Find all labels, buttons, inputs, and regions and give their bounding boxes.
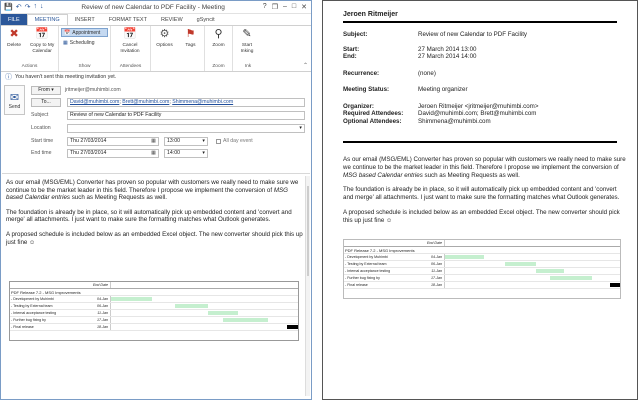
group-options-label (153, 64, 202, 71)
window-title: Review of new Calendar to PDF Facility - Meeting (81, 3, 225, 11)
doc-text-run: As our email (MSG/EML) Converter has proven so popular with customers we really need to make sure we continue to be the market leader in this field. Therefore I propose we implement the conversion of (343, 156, 626, 171)
gantt-bar (445, 255, 484, 259)
doc-row-required (343, 110, 623, 118)
gantt-task-name: - Further bug fixing by (345, 276, 380, 280)
body-text-run: As our email (MSG/EML) Converter has proven so popular with customers we really need to make sure we continue to be the market leader in this field. Therefore I propose we implement the conversion of (6, 179, 299, 194)
quick-access-toolbar (1, 3, 43, 11)
title-bar (1, 1, 311, 14)
doc-field-label: Organizer: (343, 102, 374, 110)
start-inking-button[interactable] (235, 28, 259, 64)
doc-field-label: Start: (343, 45, 360, 53)
gantt-timeline (110, 310, 298, 316)
restore-ribbon-icon[interactable]: ❐ (271, 4, 278, 11)
gantt-task-end-date: 04-Jan (97, 297, 108, 301)
gantt-task-end-date: 17-Jan (97, 318, 108, 322)
gantt-task-row (344, 268, 620, 275)
gantt-task-row (10, 296, 298, 303)
group-show-label: Show (78, 64, 91, 69)
window-controls (263, 3, 311, 11)
up-arrow-icon[interactable]: ↑ (33, 3, 37, 10)
start-date-value: Thu 27/03/2014 (70, 138, 107, 144)
location-input[interactable] (67, 124, 305, 133)
doc-emphasis: MSG based Calendar entries (343, 171, 423, 179)
to-field[interactable]: David@muhimbi.com ; Brett@muhimbi.com ; Shimmena@muhimbi.com (67, 98, 305, 107)
pen-icon: ✎ (242, 28, 252, 41)
gantt-task-end-date: 06-Jan (431, 262, 442, 266)
group-attendees-label: Attendees (119, 64, 142, 69)
doc-field-value: Meeting organizer (418, 86, 468, 93)
end-time-row (31, 148, 208, 158)
embedded-excel-object[interactable] (9, 281, 299, 341)
gantt-timeline (110, 317, 298, 323)
gantt-task-name: - Internal acceptance testing (11, 311, 57, 315)
doc-field-label: Meeting Status: (343, 86, 390, 93)
gantt-task-list (10, 296, 298, 331)
all-day-label: All day event (223, 138, 253, 144)
start-time-value: 13:00 (167, 138, 180, 144)
gantt-title-row (10, 289, 298, 296)
subject-input[interactable]: Review of new Calendar to PDF Facility (67, 111, 305, 120)
gantt-timeline (444, 268, 620, 274)
body-paragraph-2: The foundation is already be in place, so it will automatically pick up embedded content and 'convert and merge' all attachments. I just want to make sure the formatting matches what Outlook generates. (6, 208, 292, 224)
subject-label: Subject (31, 112, 49, 118)
group-zoom-label: Zoom (212, 64, 225, 69)
doc-text-run: such as Meeting Requests as well. (422, 171, 520, 179)
gantt-task-name: - Final release (11, 325, 34, 329)
gantt-milestone (287, 325, 298, 329)
tab-insert[interactable]: INSERT (74, 16, 95, 23)
tag-icon: ⚑ (185, 28, 196, 41)
gantt-task-name: - Internal acceptance testing (345, 269, 391, 273)
gantt-timeline (444, 275, 620, 281)
scrollbar-thumb[interactable] (307, 186, 309, 276)
info-icon: ⓘ (5, 74, 12, 81)
delete-label: Delete (7, 43, 22, 48)
copy-to-calendar-button[interactable] (28, 28, 56, 64)
gantt-bar (505, 262, 537, 266)
group-actions-label: Actions (21, 64, 38, 69)
info-bar (1, 72, 311, 82)
cancel-invitation-label: Cancel Invitation (120, 43, 140, 54)
doc-embedded-excel (343, 239, 621, 299)
chevron-down-icon[interactable]: ▾ (202, 138, 205, 144)
from-button[interactable]: From ▾ (31, 86, 61, 95)
gantt-task-end-date: 06-Jan (97, 304, 108, 308)
from-row (31, 85, 121, 95)
gantt-task-end-date: 11-Jan (431, 269, 442, 273)
maximize-button[interactable]: □ (291, 3, 297, 10)
doc-row-optional (343, 118, 623, 126)
message-body[interactable] (6, 179, 306, 253)
doc-field-label: End: (343, 53, 357, 60)
gantt-header-blank (10, 282, 82, 288)
magnifier-icon: ⚲ (214, 28, 223, 41)
to-button[interactable]: To... (31, 98, 61, 107)
save-icon[interactable]: 💾 (4, 4, 13, 11)
group-zoom (205, 26, 233, 71)
all-day-checkbox[interactable] (216, 138, 253, 144)
tab-gsyncit[interactable]: gSyncit (196, 16, 215, 23)
doc-field-label: Optional Attendees: (343, 117, 402, 125)
doc-author: Jeroen Ritmeijer (343, 11, 398, 18)
scheduling-button[interactable] (61, 38, 108, 47)
calendar-picker-icon[interactable]: ▦ (151, 150, 156, 156)
doc-row-end (343, 53, 623, 61)
doc-field-value: Shimmena@muhimbi.com (418, 117, 491, 125)
gantt-task-name: - Testing by External team (11, 304, 53, 308)
gantt-timeline (110, 296, 298, 302)
divider (2, 173, 310, 174)
down-arrow-icon[interactable]: ↓ (39, 3, 44, 10)
gantt-task-list (344, 254, 620, 289)
to-row (31, 97, 305, 107)
doc-paragraph-1 (343, 156, 628, 179)
gantt-bar (111, 297, 152, 301)
doc-row-organizer (343, 103, 623, 111)
meeting-form (1, 82, 311, 172)
gantt-milestone (610, 283, 621, 287)
gantt-task-name: - Final release (345, 283, 368, 287)
gantt-grid-header (444, 240, 620, 246)
gantt-end-date-header: End Date (427, 241, 442, 245)
appointment-button[interactable] (61, 28, 108, 37)
gantt-title-row (344, 247, 620, 254)
end-time-value: 14:00 (167, 150, 180, 156)
gantt-task-end-date: 04-Jan (431, 255, 442, 259)
gantt-bar (208, 311, 238, 315)
subject-row (31, 110, 305, 120)
group-show (59, 26, 111, 71)
scheduling-icon: ▦ (63, 39, 68, 46)
chevron-down-icon[interactable]: ▾ (299, 125, 302, 131)
gantt-task-name: - Development by Muhimbi (11, 297, 54, 301)
location-row (31, 123, 305, 133)
gantt-end-date-header: End Date (93, 283, 108, 287)
doc-body (343, 156, 628, 232)
doc-field-label: Subject: (343, 31, 368, 38)
doc-field-value: (none) (418, 69, 436, 77)
delete-button[interactable] (3, 28, 25, 64)
gantt-task-row (10, 310, 298, 317)
options-button[interactable] (153, 28, 176, 64)
body-paragraph-3: A proposed schedule is included below as an embedded Excel object. The new converter should pick this up just fine ☺ (6, 230, 303, 246)
ribbon-tabs (1, 14, 311, 25)
doc-row-meeting-status (343, 86, 623, 94)
gantt-task-end-date: 18-Jan (97, 325, 108, 329)
send-label: Send (8, 103, 21, 110)
gantt-task-row (344, 282, 620, 289)
gantt-task-name: - Testing by External team (345, 262, 387, 266)
gantt-header-row (10, 282, 298, 289)
start-time-label: Start time (31, 138, 54, 144)
body-scrollbar[interactable] (305, 176, 310, 396)
end-date-input[interactable] (67, 149, 159, 158)
gantt-task-row (10, 303, 298, 310)
to-recipient-2[interactable]: Brett@muhimbi.com (122, 99, 170, 105)
doc-header-fields (343, 31, 623, 125)
gantt-task-row (10, 317, 298, 324)
info-text: You haven't sent this meeting invitation yet. (15, 74, 117, 80)
pdf-output-page (322, 0, 638, 400)
redo-icon[interactable]: ↷ (24, 4, 31, 11)
calendar-icon: 📅 (35, 28, 49, 41)
end-time-label: End time (31, 150, 52, 156)
doc-field-value: 27 March 2014 13:00 (418, 45, 477, 53)
group-ink (233, 26, 263, 71)
group-actions (1, 26, 59, 71)
end-date-value: Thu 27/03/2014 (70, 150, 107, 156)
tab-format-text[interactable]: FORMAT TEXT (108, 16, 147, 23)
appointment-icon: 📅 (64, 29, 71, 36)
tags-label: Tags (185, 43, 196, 48)
undo-icon[interactable]: ↶ (15, 4, 22, 11)
gantt-task-end-date: 11-Jan (97, 311, 108, 315)
gantt-timeline (444, 282, 620, 288)
zoom-label: Zoom (212, 43, 225, 48)
options-label: Options (156, 43, 173, 48)
gantt-header-row (344, 240, 620, 247)
start-time-input[interactable] (164, 137, 208, 146)
doc-paragraph-3: A proposed schedule is included below as an embedded Excel object. The new converter should pick this up just fine ☺ (343, 208, 620, 224)
gantt-task-row (344, 261, 620, 268)
outlook-meeting-window (0, 0, 312, 400)
doc-row-recurrence (343, 70, 623, 78)
gantt-bar (536, 269, 564, 273)
gantt-title: PDF Release 7.2 - MSG Improvements (345, 247, 415, 253)
gantt-bar (175, 304, 209, 308)
zoom-button[interactable] (207, 28, 230, 64)
body-paragraph-1 (6, 179, 306, 202)
options-icon: ⚙ (159, 28, 170, 41)
group-attendees (111, 26, 151, 71)
start-time-row (31, 136, 253, 146)
minimize-button[interactable]: – (282, 3, 287, 10)
doc-row-start (343, 46, 623, 54)
scheduling-label: Scheduling (69, 39, 95, 46)
doc-separator-bottom (343, 141, 617, 143)
doc-field-value: 27 March 2014 14:00 (418, 53, 477, 60)
cancel-invitation-icon: 📅 (123, 28, 137, 41)
gantt-task-end-date: 17-Jan (431, 276, 442, 280)
gantt-grid-header (110, 282, 298, 288)
close-button[interactable]: ✕ (301, 4, 307, 11)
location-label: Location (31, 125, 51, 131)
help-icon[interactable]: ? (262, 3, 267, 10)
collapse-ribbon-icon[interactable]: ⌃ (302, 63, 308, 69)
gantt-header-blank (344, 240, 416, 246)
group-ink-label: Ink (244, 64, 252, 69)
doc-field-label: Recurrence: (343, 69, 380, 77)
tags-button[interactable] (179, 28, 202, 64)
gantt-task-end-date: 18-Jan (431, 283, 442, 287)
gantt-timeline (444, 254, 620, 260)
appointment-label: Appointment (72, 29, 101, 36)
tab-review[interactable]: REVIEW (160, 16, 183, 23)
calendar-picker-icon[interactable]: ▦ (151, 138, 156, 144)
group-options (151, 26, 205, 71)
gantt-task-name: - Development by Muhimbi (345, 255, 388, 259)
send-button[interactable] (4, 85, 25, 115)
ribbon (1, 25, 311, 72)
doc-field-label: Required Attendees: (343, 110, 404, 117)
doc-field-value: David@muhimbi.com; Brett@muhimbi.com (418, 110, 537, 117)
cancel-invitation-button[interactable] (113, 28, 147, 64)
delete-icon: ✖ (9, 28, 19, 41)
start-inking-label: Start Inking (240, 43, 254, 54)
chevron-down-icon[interactable]: ▾ (202, 150, 205, 156)
gantt-task-row (10, 324, 298, 331)
gantt-task-row (344, 275, 620, 282)
doc-field-value: Jeroen Ritmeijer <jritmeijer@muhimbi.com> (418, 102, 539, 110)
checkbox-icon[interactable] (216, 139, 221, 144)
tab-meeting[interactable]: MEETING (27, 14, 68, 25)
doc-separator-top (343, 21, 617, 23)
gantt-bar (550, 276, 592, 280)
gantt-task-row (344, 254, 620, 261)
doc-field-value: Review of new Calendar to PDF Facility (418, 31, 528, 38)
from-value: jritmeijer@muhimbi.com (65, 87, 121, 93)
gantt-task-name: - Further bug fixing by (11, 318, 46, 322)
doc-row-subject (343, 31, 623, 39)
body-emphasis: MSG based Calendar entries (6, 186, 288, 202)
start-date-input[interactable] (67, 137, 159, 146)
tab-file[interactable]: FILE (1, 14, 27, 25)
doc-paragraph-2: The foundation is already be in place, so it will automatically pick up embedded content and 'convert and merge' all attachments. I just want to make sure the formatting matches what Outlook generates. (343, 186, 620, 202)
gantt-timeline (110, 324, 298, 330)
gantt-timeline (110, 303, 298, 309)
body-text-run: such as Meeting Requests as well. (69, 194, 167, 202)
copy-to-calendar-label: Copy to My Calendar (29, 43, 55, 54)
to-recipient-3[interactable]: Shimmena@muhimbi.com (172, 99, 234, 105)
end-time-input[interactable] (164, 149, 208, 158)
gantt-title: PDF Release 7.2 - MSG Improvements (11, 289, 81, 295)
send-icon: ✉ (9, 91, 20, 104)
from-label: From (38, 87, 50, 93)
gantt-timeline (444, 261, 620, 267)
gantt-bar (223, 318, 268, 322)
to-recipient-1[interactable]: David@muhimbi.com (70, 99, 120, 105)
